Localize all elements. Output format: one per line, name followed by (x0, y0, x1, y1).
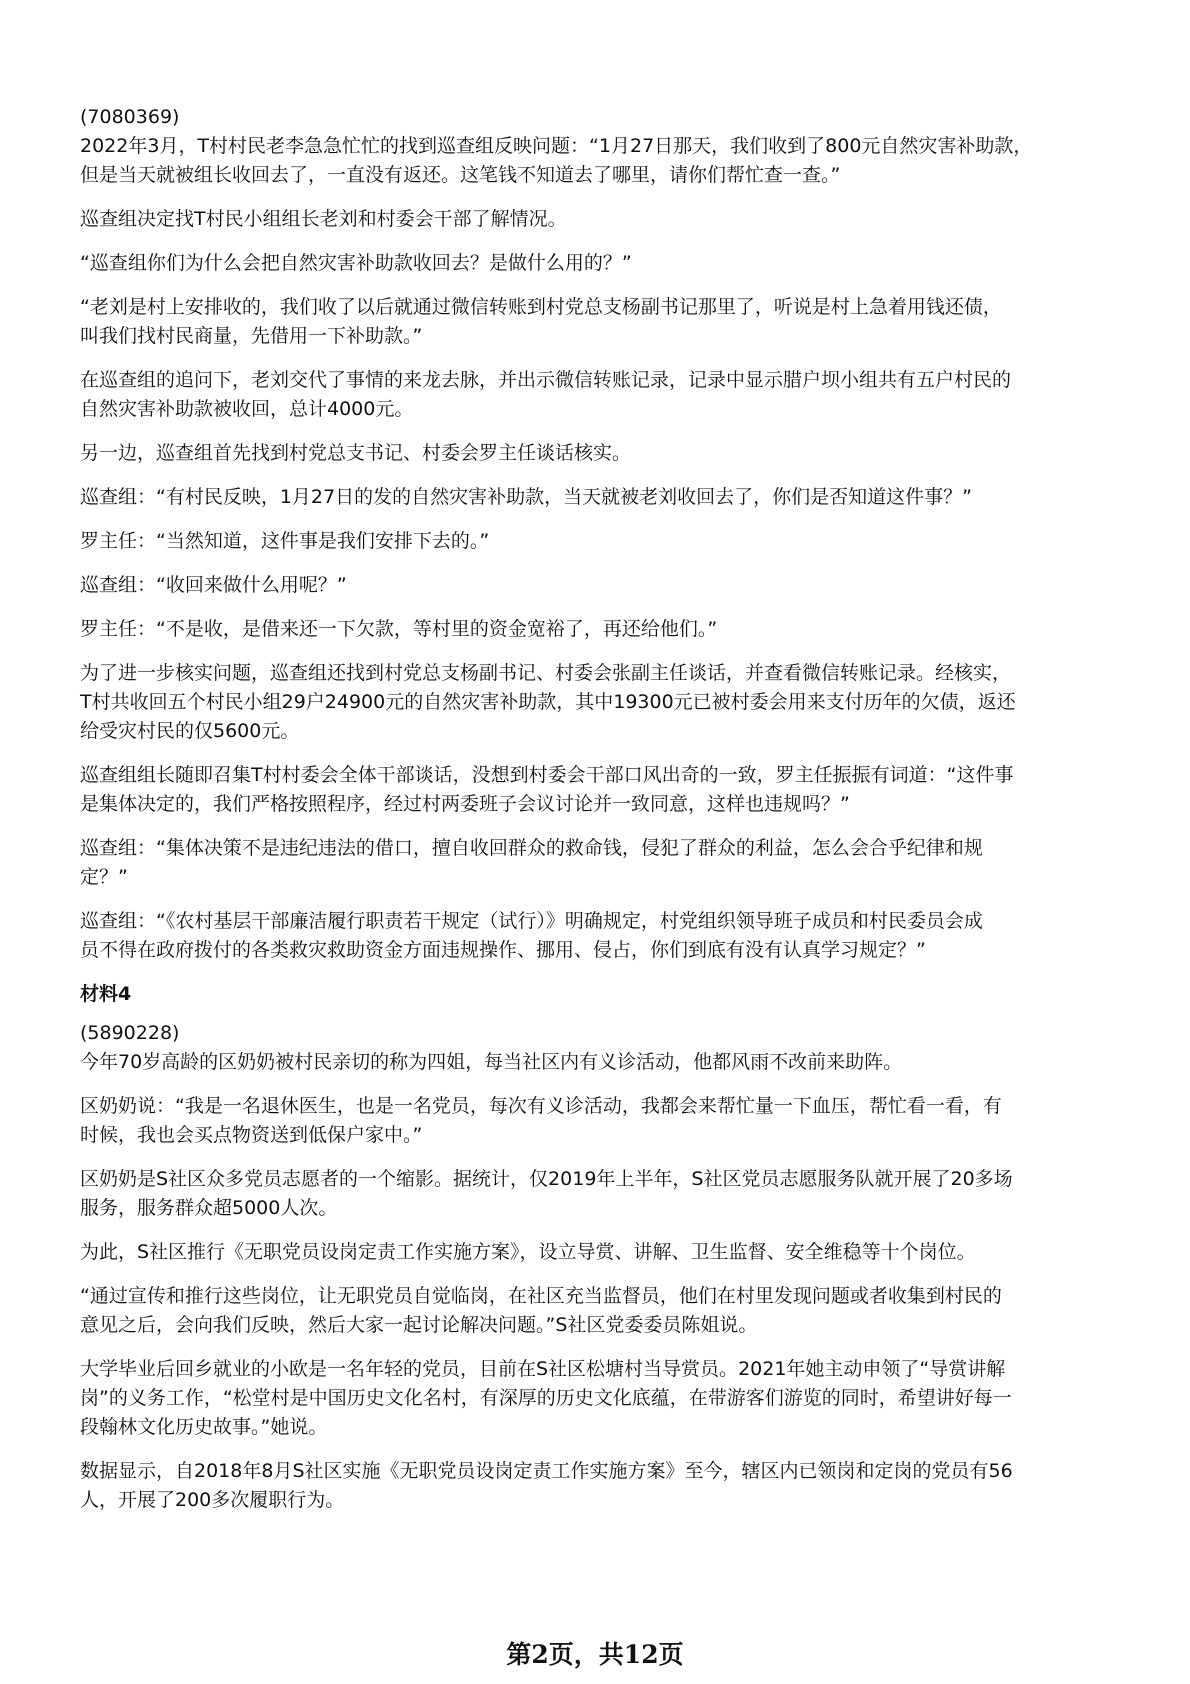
paragraph-line: T村共收回五个村民小组29户24900元的自然灾害补助款，其中19300元已被村委会用来支付历年的欠债，返还 (80, 691, 1016, 713)
paragraph-line: 岗”的义务工作，“松堂村是中国历史文化名村，有深厚的历史文化底蕴，在带游客们游览的同时，希望讲好每一 (80, 1387, 1012, 1409)
paragraph-line: 但是当天就被组长收回去了，一直没有返还。这笔钱不知道去了哪里，请你们帮忙查一查。” (80, 164, 841, 186)
material3-paragraph (80, 834, 1122, 892)
material3-paragraph (80, 483, 1122, 512)
material3-paragraph (80, 293, 1122, 351)
paragraph-line: 巡查组决定找T村民小组组长老刘和村委会干部了解情况。 (80, 208, 567, 230)
material3-paragraph (80, 366, 1122, 424)
material4-paragraph (80, 1238, 1122, 1267)
material4-paragraph (80, 1355, 1122, 1442)
paragraph-line: “通过宣传和推行这些岗位，让无职党员自觉临岗，在社区充当监督员，他们在村里发现问题或者收集到村民的 (80, 1285, 1002, 1307)
paragraph-line: “巡查组你们为什么会把自然灾害补助款收回去？是做什么用的？” (80, 252, 632, 274)
paragraph-line: 巡查组组长随即召集T村村委会全体干部谈话，没想到村委会干部口风出奇的一致，罗主任振振有词道：“这件事 (80, 764, 1014, 786)
material3-paragraph (80, 615, 1122, 644)
material3-paragraph (80, 571, 1122, 600)
paragraph-line: 定？” (80, 866, 128, 888)
paragraph-line: 今年70岁高龄的区奶奶被村民亲切的称为四姐，每当社区内有义诊活动，他都风雨不改前来助阵。 (80, 1051, 903, 1073)
material3-paragraph (80, 205, 1122, 234)
paragraph-line: 是集体决定的，我们严格按照程序，经过村两委班子会议讨论并一致同意，这样也违规吗？” (80, 793, 850, 815)
paragraph-line: 巡查组：“集体决策不是违纪违法的借口，擅自收回群众的救命钱，侵犯了群众的利益，怎么会合乎纪律和规 (80, 837, 983, 859)
paragraph-line: 巡查组：“有村民反映，1月27日的发的自然灾害补助款，当天就被老刘收回去了，你们是否知道这件事？” (80, 486, 972, 508)
material3-paragraph (80, 439, 1122, 468)
paragraph-line: 时候，我也会买点物资送到低保户家中。” (80, 1124, 423, 1146)
material4-paragraph (80, 1457, 1122, 1515)
paragraph-line: 数据显示，自2018年8月S社区实施《无职党员设岗定责工作实施方案》至今，辖区内已领岗和定岗的党员有56 (80, 1460, 1013, 1482)
paragraph-line: 区奶奶说：“我是一名退休医生，也是一名党员，每次有义诊活动，我都会来帮忙量一下血压，帮忙看一看，有 (80, 1095, 1002, 1117)
paragraph-line: 2022年3月，T村村民老李急急忙忙的找到巡查组反映问题：“1月27日那天，我们收到了800元自然灾害补助款， (80, 135, 1033, 157)
material4-paragraph (80, 1165, 1122, 1223)
paragraph-line: 另一边，巡查组首先找到村党总支书记、村委会罗主任谈话核实。 (80, 442, 632, 464)
material3-code: (7080369) (80, 106, 180, 128)
material4-heading: 材料4 (80, 983, 132, 1005)
material4-paragraph (80, 1092, 1122, 1150)
paragraph-line: “老刘是村上安排收的，我们收了以后就通过微信转账到村党总支杨副书记那里了，听说是村上急着用钱还债， (80, 296, 1002, 318)
material4-paragraphs (80, 1048, 1122, 1515)
material4-code: (5890228) (80, 1022, 180, 1044)
paragraph-line: 自然灾害补助款被收回，总计4000元。 (80, 398, 414, 420)
material3-paragraph (80, 527, 1122, 556)
paragraph-line: 巡查组：“《农村基层干部廉洁履行职责若干规定（试行）》明确规定，村党组织领导班子成员和村民委员会成 (80, 910, 983, 932)
paragraph-line: 段翰林文化历史故事。”她说。 (80, 1416, 328, 1438)
paragraph-line: 为了进一步核实问题，巡查组还找到村党总支杨副书记、村委会张副主任谈话，并查看微信转账记录。经核实， (80, 662, 1012, 684)
page-number-footer: 第2页，共12页 (506, 1640, 684, 1669)
material3-paragraph (80, 132, 1122, 190)
paragraph-line: 给受灾村民的仅5600元。 (80, 720, 300, 742)
material3-paragraph (80, 249, 1122, 278)
paragraph-line: 大学毕业后回乡就业的小欧是一名年轻的党员，目前在S社区松塘村当导赏员。2021年她主动申领了“导赏讲解 (80, 1358, 1006, 1380)
paragraph-line: 叫我们找村民商量，先借用一下补助款。” (80, 325, 423, 347)
material4-paragraph (80, 1048, 1122, 1077)
paragraph-line: 为此，S社区推行《无职党员设岗定责工作实施方案》，设立导赏、讲解、卫生监督、安全维稳等十个岗位。 (80, 1241, 976, 1263)
paragraph-line: 人，开展了200多次履职行为。 (80, 1489, 345, 1511)
paragraph-line: 罗主任：“不是收，是借来还一下欠款，等村里的资金宽裕了，再还给他们。” (80, 618, 718, 640)
paragraph-line: 巡查组：“收回来做什么用呢？” (80, 574, 347, 596)
material3-paragraph (80, 659, 1122, 746)
paragraph-line: 罗主任：“当然知道，这件事是我们安排下去的。” (80, 530, 490, 552)
material3-paragraph (80, 761, 1122, 819)
paragraph-line: 区奶奶是S社区众多党员志愿者的一个缩影。据统计，仅2019年上半年，S社区党员志愿服务队就开展了20多场 (80, 1168, 1013, 1190)
document-body (80, 103, 1122, 1530)
material4-paragraph (80, 1282, 1122, 1340)
paragraph-line: 意见之后，会向我们反映，然后大家一起讨论解决问题。”S社区党委委员陈姐说。 (80, 1314, 758, 1336)
paragraph-line: 在巡查组的追问下，老刘交代了事情的来龙去脉，并出示微信转账记录，记录中显示腊户坝小组共有五户村民的 (80, 369, 1012, 391)
paragraph-line: 员不得在政府拨付的各类救灾救助资金方面违规操作、挪用、侵占，你们到底有没有认真学习规定？” (80, 939, 926, 961)
material3-paragraph (80, 907, 1122, 965)
material3-paragraphs (80, 132, 1122, 965)
paragraph-line: 服务，服务群众超5000人次。 (80, 1197, 338, 1219)
